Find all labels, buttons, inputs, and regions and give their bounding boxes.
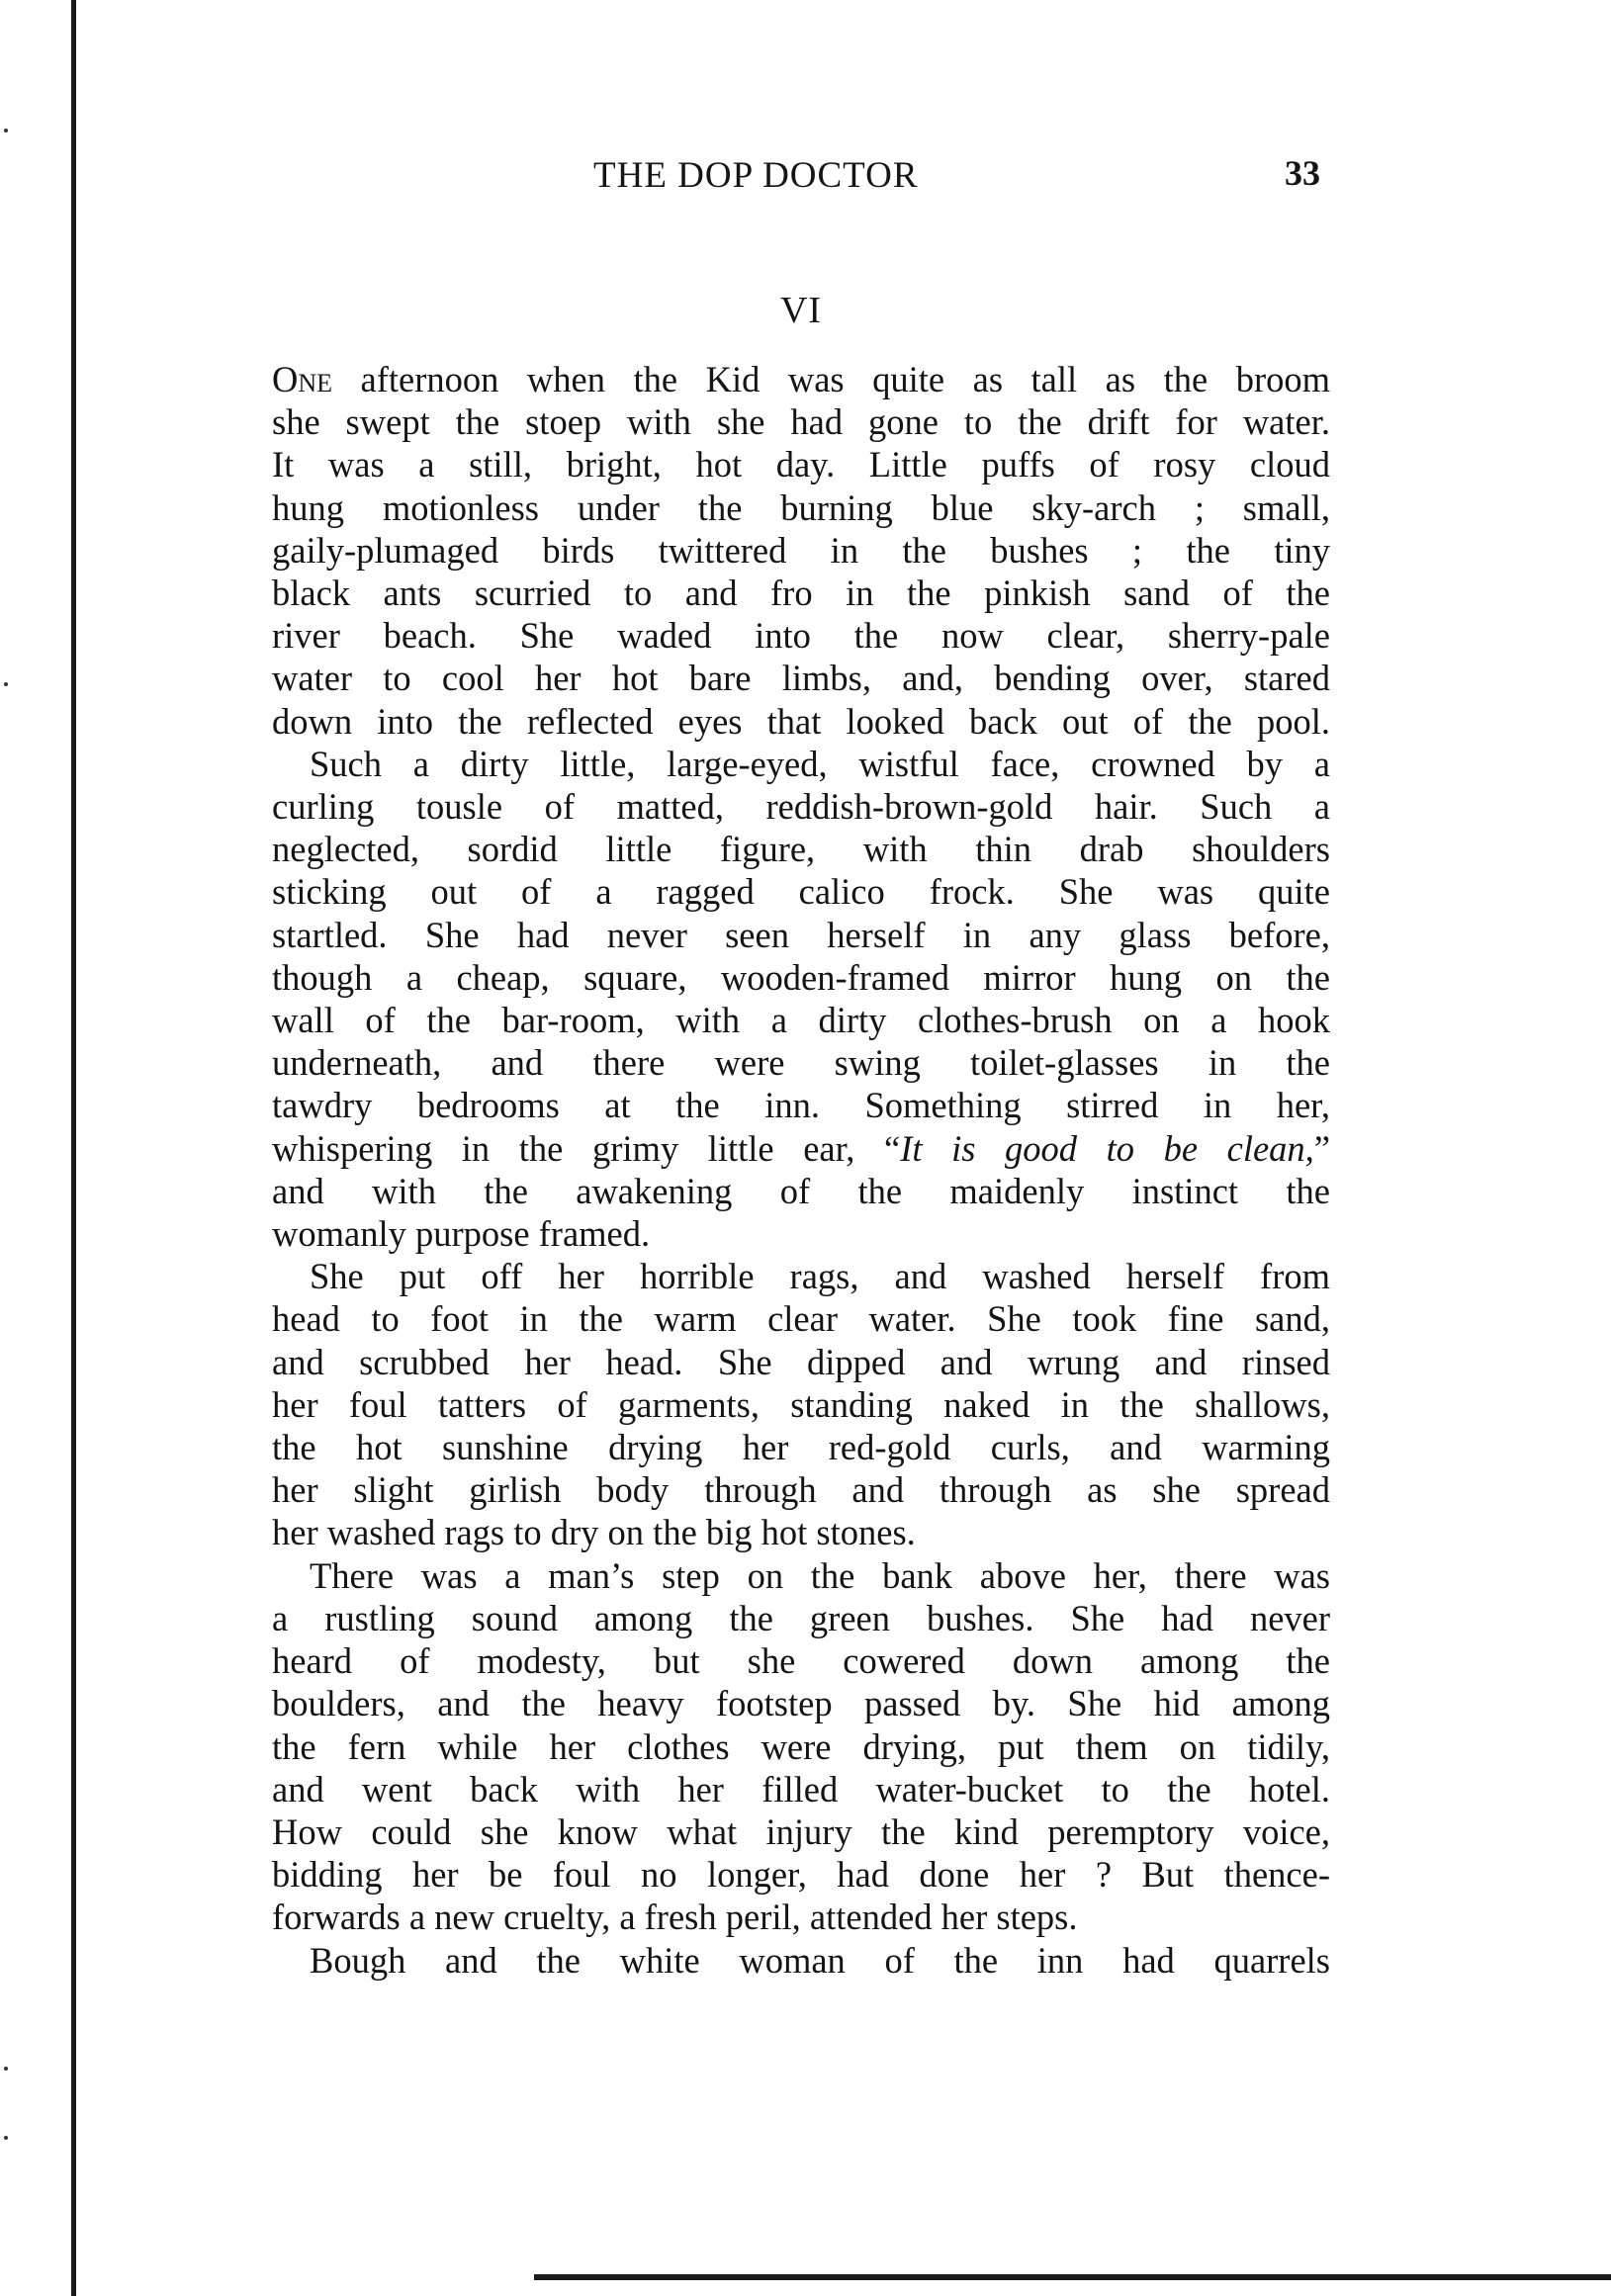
text-line: underneath, and there were swing toilet-glasses in the bbox=[272, 1042, 1330, 1084]
text-line: heard of modesty, but she cowered down among the bbox=[272, 1640, 1330, 1682]
paragraph bbox=[272, 1554, 1330, 1939]
paragraph bbox=[272, 743, 1330, 1255]
text-line: and scrubbed her head. She dipped and wrung and rinsed bbox=[272, 1341, 1330, 1382]
text-line: and with the awakening of the maidenly instinct the bbox=[272, 1170, 1330, 1211]
book-spine-edge bbox=[71, 0, 76, 2296]
page-number: 33 bbox=[1285, 153, 1320, 193]
text-line: curling tousle of matted, reddish-brown-gold hair. Such a bbox=[272, 786, 1330, 828]
text-line: tawdry bedrooms at the inn. Something stirred in her, bbox=[272, 1085, 1330, 1126]
text-line: down into the reflected eyes that looked back out of the pool. bbox=[272, 700, 1330, 742]
text-line: There was a man’s step on the bank above her, there was bbox=[310, 1554, 1330, 1596]
text-line: her foul tatters of garments, standing naked in the shallows, bbox=[272, 1383, 1330, 1425]
running-title: THE DOP DOCTOR bbox=[593, 155, 919, 196]
text-line: neglected, sordid little figure, with thin drab shoulders bbox=[272, 829, 1330, 870]
text-line: her slight girlish body through and through as she spread bbox=[272, 1469, 1330, 1511]
text-line: black ants scurried to and fro in the pinkish sand of the bbox=[272, 573, 1330, 614]
paragraph-lead-word: One bbox=[272, 359, 333, 399]
text-line: forwards a new cruelty, a fresh peril, attended her steps. bbox=[272, 1897, 1078, 1938]
text-line: gaily-plumaged birds twittered in the bushes ; the tiny bbox=[272, 529, 1330, 571]
text-line: though a cheap, square, wooden-framed mirror hung on the bbox=[272, 956, 1330, 998]
text-line: water to cool her hot bare limbs, and, bending over, stared bbox=[272, 658, 1330, 699]
text-line: bidding her be foul no longer, had done her ? But thence- bbox=[272, 1854, 1330, 1896]
page-edge-marks bbox=[0, 0, 20, 2296]
book-page bbox=[272, 148, 1330, 1982]
text-line: Bough and the white woman of the inn had quarrels bbox=[310, 1939, 1330, 1981]
text-line: boulders, and the heavy footstep passed by. She hid among bbox=[272, 1683, 1330, 1724]
text-line: whispering in the grimy little ear, “It is good to be clean,” bbox=[272, 1127, 1330, 1169]
text-line: her washed rags to dry on the big hot stones. bbox=[272, 1512, 916, 1553]
running-header bbox=[272, 148, 1330, 208]
text-line: and went back with her filled water-bucket to the hotel. bbox=[272, 1768, 1330, 1810]
text-line: river beach. She waded into the now clear, sherry-pale bbox=[272, 615, 1330, 657]
paragraph bbox=[272, 358, 1330, 743]
text-line: One afternoon when the Kid was quite as tall as the broom bbox=[272, 359, 1330, 399]
paragraph bbox=[272, 1939, 1330, 1982]
text-line: a rustling sound among the green bushes. She had never bbox=[272, 1597, 1330, 1638]
text-line: startled. She had never seen herself in any glass before, bbox=[272, 914, 1330, 955]
text-line: womanly purpose framed. bbox=[272, 1213, 651, 1255]
paragraph bbox=[272, 1255, 1330, 1553]
text-line: How could she know what injury the kind peremptory voice, bbox=[272, 1810, 1330, 1852]
text-line: sticking out of a ragged calico frock. She was quite bbox=[272, 871, 1330, 913]
text-line: she swept the stoep with she had gone to the drift for water. bbox=[272, 401, 1330, 443]
text-line: hung motionless under the burning blue sky-arch ; small, bbox=[272, 486, 1330, 528]
text-line: She put off her horrible rags, and washed herself from bbox=[310, 1256, 1330, 1297]
text-line: Such a dirty little, large-eyed, wistful face, crowned by a bbox=[310, 743, 1330, 784]
body-text bbox=[272, 358, 1330, 1982]
text-line: wall of the bar-room, with a dirty clothes-brush on a hook bbox=[272, 1000, 1330, 1041]
italic-quote: It is good to be clean, bbox=[900, 1127, 1314, 1169]
text-line: head to foot in the warm clear water. She took fine sand, bbox=[272, 1298, 1330, 1340]
page-bottom-edge bbox=[534, 2274, 1611, 2280]
text-line: the hot sunshine drying her red-gold curls, and warming bbox=[272, 1427, 1330, 1468]
text-line: It was a still, bright, hot day. Little puffs of rosy cloud bbox=[272, 444, 1330, 486]
text-line: the fern while her clothes were drying, put them on tidily, bbox=[272, 1725, 1330, 1767]
chapter-heading: VI bbox=[779, 290, 823, 331]
